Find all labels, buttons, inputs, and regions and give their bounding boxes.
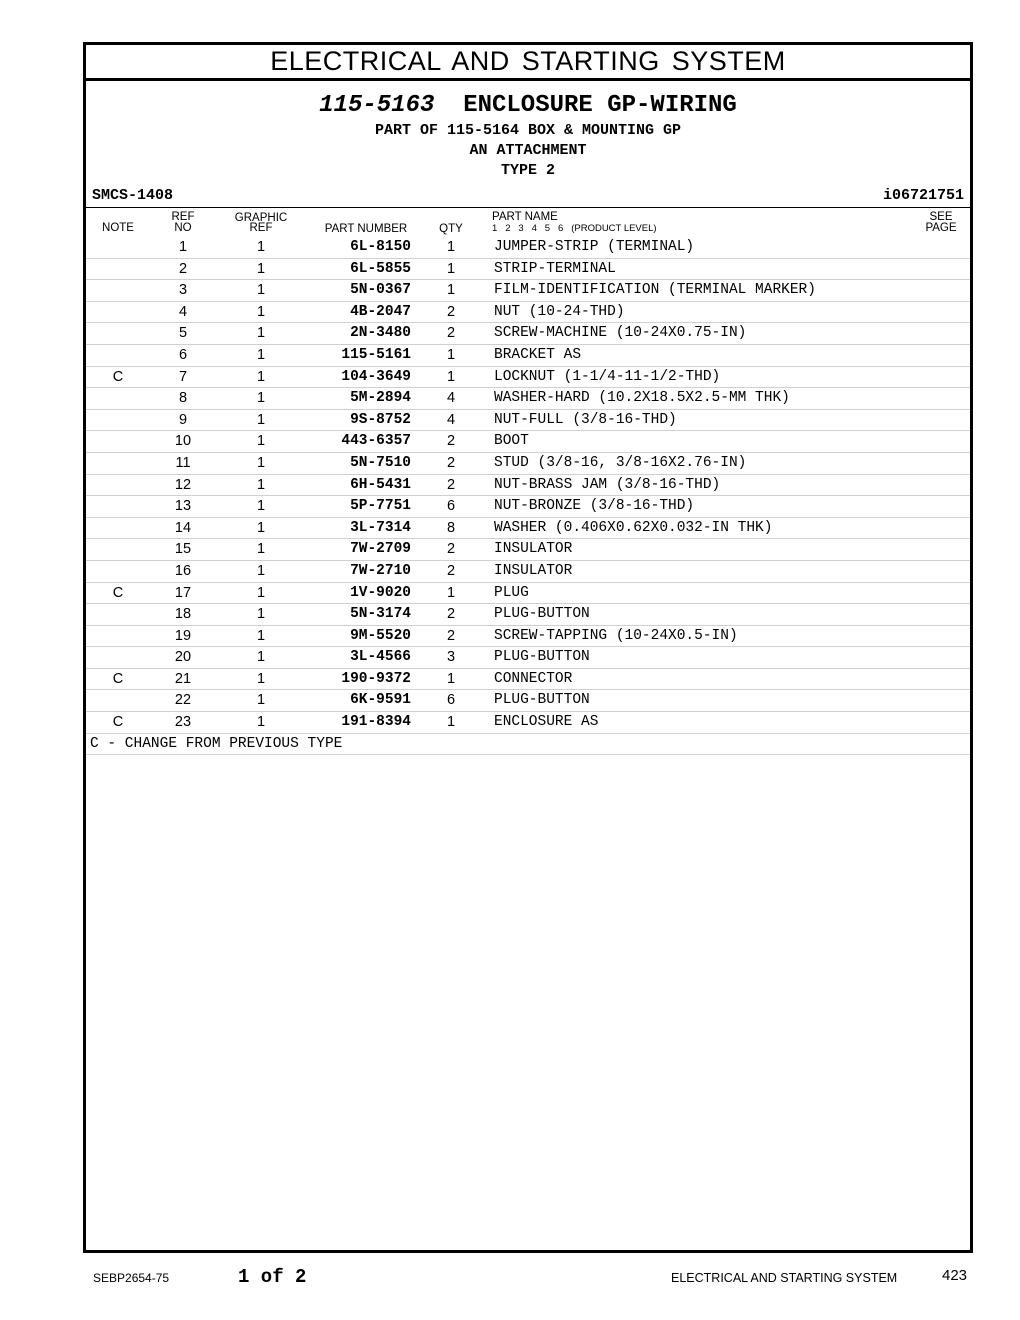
part-name: PLUG <box>494 584 529 601</box>
part-qty: 8 <box>446 519 456 536</box>
part-number: 5M-2894 <box>350 390 411 407</box>
part-graphic-ref: 1 <box>256 670 266 687</box>
part-graphic-ref: 1 <box>256 325 266 342</box>
part-ref-no: 11 <box>175 454 191 471</box>
part-name: ENCLOSURE AS <box>494 714 599 731</box>
part-name: PLUG-BUTTON <box>494 649 590 666</box>
footer-page-number: 423 <box>942 1267 968 1284</box>
part-number: 3L-7314 <box>350 519 411 536</box>
part-number: 104-3649 <box>341 368 411 385</box>
part-graphic-ref: 1 <box>256 390 266 407</box>
part-name: STUD (3/8-16, 3/8-16X2.76-IN) <box>494 454 747 471</box>
part-name: SCREW-TAPPING (10-24X0.5-IN) <box>494 627 738 644</box>
part-header <box>86 81 970 181</box>
part-graphic-ref: 1 <box>256 476 266 493</box>
table-row <box>86 604 970 626</box>
part-name: SCREW-MACHINE (10-24X0.75-IN) <box>494 325 747 342</box>
table-header <box>86 207 970 238</box>
part-number: 9M-5520 <box>350 627 411 644</box>
part-graphic-ref: 1 <box>256 606 266 623</box>
table-row <box>86 561 970 583</box>
table-row <box>86 345 970 367</box>
part-graphic-ref: 1 <box>256 541 266 558</box>
part-name: FILM-IDENTIFICATION (TERMINAL MARKER) <box>494 282 816 299</box>
part-qty: 6 <box>446 692 456 709</box>
part-name: CONNECTOR <box>494 670 573 687</box>
part-graphic-ref: 1 <box>256 649 266 666</box>
code-row <box>92 187 964 207</box>
part-ref-no: 1 <box>178 239 188 255</box>
table-row <box>86 453 970 475</box>
part-number: 4B-2047 <box>350 303 411 320</box>
part-ref-no: 22 <box>174 692 192 709</box>
part-graphic-ref: 1 <box>256 282 266 299</box>
col-graphic-bottom: REF <box>249 222 273 234</box>
part-ref-no: 23 <box>174 714 192 731</box>
part-graphic-ref: 1 <box>256 714 266 731</box>
part-graphic-ref: 1 <box>256 260 266 277</box>
page-frame <box>83 42 973 1253</box>
part-qty: 6 <box>446 498 456 515</box>
table-row <box>86 583 970 605</box>
part-name: STRIP-TERMINAL <box>494 260 616 277</box>
part-number: 115-5161 <box>341 346 411 363</box>
part-ref-no: 3 <box>178 282 188 299</box>
part-qty: 4 <box>446 411 456 428</box>
table-row <box>86 280 970 302</box>
group-part-title: ENCLOSURE GP-WIRING <box>463 92 737 119</box>
page-footer <box>0 1262 1020 1292</box>
part-of-line: PART OF 115-5164 BOX & MOUNTING GP <box>374 122 682 139</box>
part-qty: 2 <box>446 433 456 450</box>
section-title: ELECTRICAL AND STARTING SYSTEM <box>86 45 970 81</box>
part-number: 3L-4566 <box>350 649 411 666</box>
part-name: PLUG-BUTTON <box>494 606 590 623</box>
table-row <box>86 323 970 345</box>
change-note <box>86 734 970 756</box>
table-row <box>86 475 970 497</box>
part-name: INSULATOR <box>494 562 573 579</box>
part-note: C <box>112 670 124 687</box>
illustration-id: i06721751 <box>882 187 964 204</box>
part-note: C <box>112 584 124 601</box>
table-row <box>86 712 970 734</box>
part-number: 7W-2710 <box>350 562 411 579</box>
part-title-line <box>86 91 970 121</box>
table-row <box>86 496 970 518</box>
footer-page-of: 1 of 2 <box>238 1266 307 1288</box>
part-ref-no: 13 <box>174 498 192 515</box>
part-graphic-ref: 1 <box>256 303 266 320</box>
part-number: 7W-2709 <box>350 541 411 558</box>
part-qty: 2 <box>446 476 456 493</box>
table-row <box>86 367 970 389</box>
part-ref-no: 14 <box>174 519 192 536</box>
table-row <box>86 237 970 259</box>
part-number: 6H-5431 <box>350 476 411 493</box>
part-graphic-ref: 1 <box>256 692 266 709</box>
part-number: 5N-0367 <box>350 282 411 299</box>
part-number: 2N-3480 <box>350 325 411 342</box>
table-row <box>86 259 970 281</box>
part-name: PLUG-BUTTON <box>494 692 590 709</box>
table-row <box>86 431 970 453</box>
part-qty: 1 <box>446 670 456 687</box>
part-name: BOOT <box>494 433 529 450</box>
part-name: LOCKNUT (1-1/4-11-1/2-THD) <box>494 368 721 385</box>
table-row <box>86 669 970 691</box>
part-graphic-ref: 1 <box>256 562 266 579</box>
part-ref-no: 5 <box>178 325 188 342</box>
part-graphic-ref: 1 <box>256 346 266 363</box>
part-ref-no: 17 <box>174 584 192 601</box>
part-ref-no: 6 <box>178 346 188 363</box>
col-see-top: SEE <box>929 211 953 223</box>
part-name: BRACKET AS <box>494 346 582 363</box>
col-note: NOTE <box>102 222 134 234</box>
footer-section: ELECTRICAL AND STARTING SYSTEM <box>671 1271 898 1285</box>
part-name: JUMPER-STRIP (TERMINAL) <box>494 239 695 255</box>
part-qty: 1 <box>446 282 456 299</box>
part-name: NUT-FULL (3/8-16-THD) <box>494 411 677 428</box>
col-ref-top: REF <box>171 211 195 223</box>
col-product-levels: 1 2 3 4 5 6 (PRODUCT LEVEL) <box>492 223 657 234</box>
part-ref-no: 4 <box>178 303 188 320</box>
part-qty: 1 <box>446 239 456 255</box>
part-ref-no: 19 <box>174 627 192 644</box>
part-graphic-ref: 1 <box>256 433 266 450</box>
part-ref-no: 12 <box>174 476 192 493</box>
type-line: TYPE 2 <box>500 162 555 179</box>
part-qty: 2 <box>446 606 456 623</box>
part-graphic-ref: 1 <box>256 498 266 515</box>
part-graphic-ref: 1 <box>256 519 266 536</box>
part-graphic-ref: 1 <box>256 239 266 255</box>
part-qty: 1 <box>446 260 456 277</box>
part-graphic-ref: 1 <box>256 411 266 428</box>
smcs-code: SMCS-1408 <box>92 187 174 204</box>
part-note: C <box>112 368 124 385</box>
table-row <box>86 690 970 712</box>
part-graphic-ref: 1 <box>256 368 266 385</box>
part-qty: 3 <box>446 649 456 666</box>
part-qty: 2 <box>446 303 456 320</box>
table-row <box>86 647 970 669</box>
part-note: C <box>112 714 124 731</box>
part-qty: 2 <box>446 541 456 558</box>
table-row <box>86 302 970 324</box>
table-row <box>86 518 970 540</box>
part-ref-no: 21 <box>174 670 192 687</box>
part-number: 6K-9591 <box>350 692 411 709</box>
col-part-number: PART NUMBER <box>324 223 408 235</box>
part-graphic-ref: 1 <box>256 584 266 601</box>
part-number: 5N-3174 <box>350 606 411 623</box>
part-name: INSULATOR <box>494 541 573 558</box>
part-graphic-ref: 1 <box>256 454 266 471</box>
part-name: WASHER-HARD (10.2X18.5X2.5-MM THK) <box>494 390 790 407</box>
col-ref-bottom: NO <box>174 222 192 234</box>
part-number: 1V-9020 <box>350 584 411 601</box>
part-qty: 4 <box>446 390 456 407</box>
part-ref-no: 10 <box>174 433 192 450</box>
table-row <box>86 410 970 432</box>
part-number: 5N-7510 <box>350 454 411 471</box>
part-qty: 1 <box>446 368 456 385</box>
part-number: 9S-8752 <box>350 411 411 428</box>
col-see-bottom: PAGE <box>925 222 957 234</box>
part-ref-no: 15 <box>174 541 192 558</box>
part-ref-no: 8 <box>178 390 188 407</box>
parts-table <box>86 237 970 755</box>
part-ref-no: 18 <box>174 606 192 623</box>
part-name: NUT (10-24-THD) <box>494 303 625 320</box>
part-number: 191-8394 <box>341 714 411 731</box>
part-qty: 1 <box>446 584 456 601</box>
part-name: NUT-BRASS JAM (3/8-16-THD) <box>494 476 721 493</box>
col-part-name: PART NAME <box>492 211 558 223</box>
col-graphic-top: GRAPHIC <box>234 212 288 224</box>
part-number: 6L-5855 <box>350 260 411 277</box>
footer-doc-id: SEBP2654-75 <box>93 1271 170 1285</box>
part-qty: 1 <box>446 714 456 731</box>
part-number: 443-6357 <box>341 433 411 450</box>
part-ref-no: 20 <box>174 649 192 666</box>
part-qty: 2 <box>446 325 456 342</box>
group-part-number: 115-5163 <box>319 92 435 119</box>
table-row <box>86 626 970 648</box>
part-ref-no: 2 <box>178 260 188 277</box>
part-number: 6L-8150 <box>350 239 411 255</box>
part-qty: 1 <box>446 346 456 363</box>
part-qty: 2 <box>446 627 456 644</box>
part-ref-no: 9 <box>178 411 188 428</box>
part-name: NUT-BRONZE (3/8-16-THD) <box>494 498 695 515</box>
part-qty: 2 <box>446 562 456 579</box>
part-ref-no: 16 <box>174 562 192 579</box>
part-name: WASHER (0.406X0.62X0.032-IN THK) <box>494 519 773 536</box>
part-ref-no: 7 <box>178 368 188 385</box>
part-graphic-ref: 1 <box>256 627 266 644</box>
part-number: 190-9372 <box>341 670 411 687</box>
table-row <box>86 388 970 410</box>
attachment-line: AN ATTACHMENT <box>469 142 587 159</box>
table-row <box>86 539 970 561</box>
change-note-text: C - CHANGE FROM PREVIOUS TYPE <box>90 735 343 752</box>
part-qty: 2 <box>446 454 456 471</box>
col-qty: QTY <box>439 223 463 235</box>
part-number: 5P-7751 <box>350 498 411 515</box>
